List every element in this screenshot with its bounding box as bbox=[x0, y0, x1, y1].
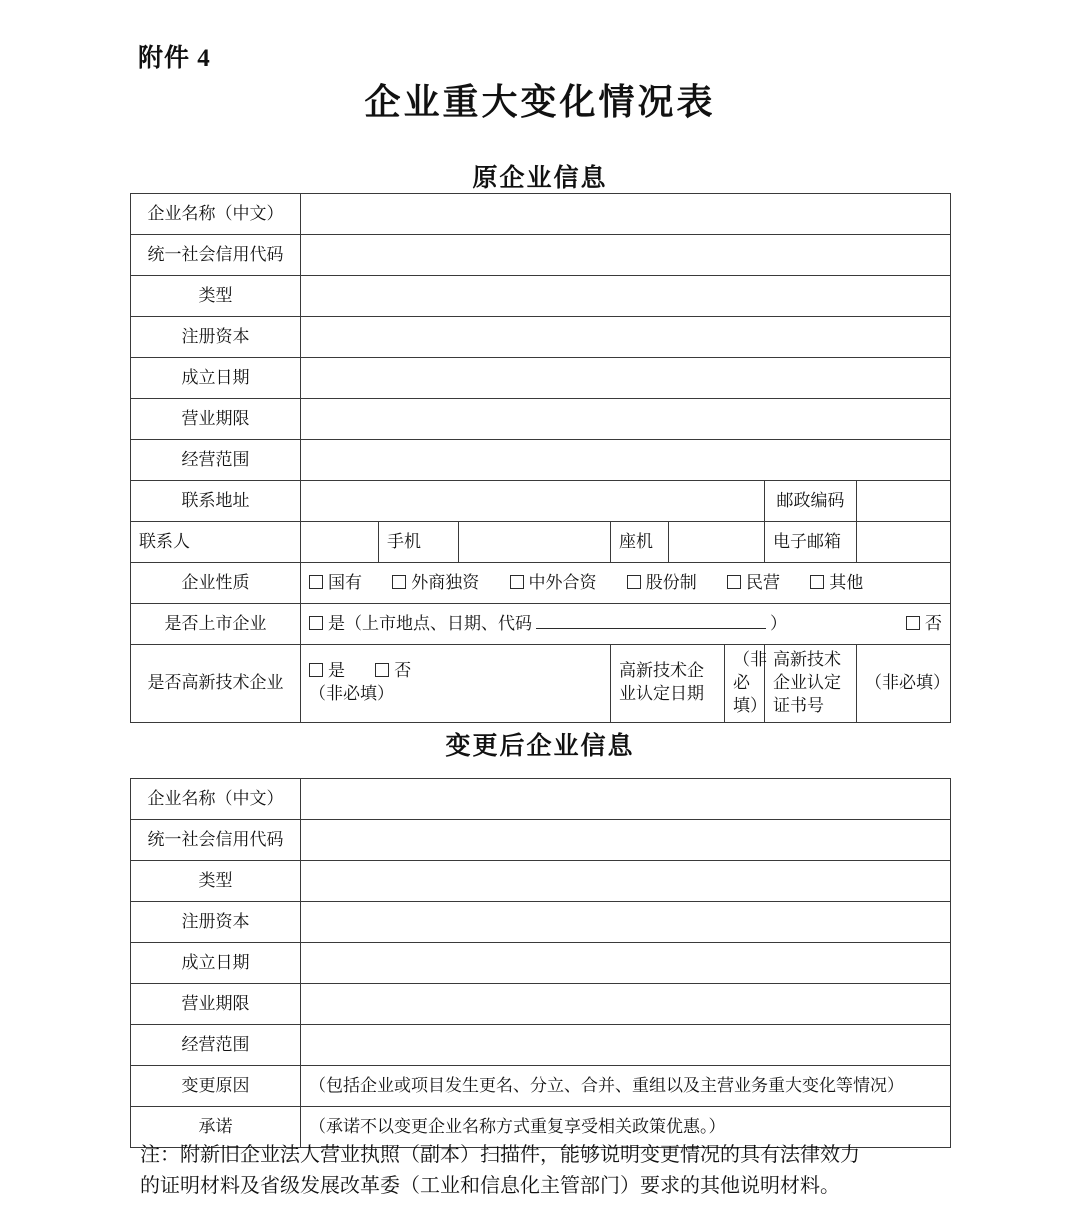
row-label: 注册资本 bbox=[131, 902, 301, 943]
checkbox-icon[interactable] bbox=[309, 575, 323, 589]
table-row bbox=[131, 1025, 951, 1066]
address-label: 联系地址 bbox=[131, 481, 301, 522]
checkbox-icon[interactable] bbox=[727, 575, 741, 589]
row-value[interactable] bbox=[301, 440, 951, 481]
row-label: 成立日期 bbox=[131, 943, 301, 984]
table-row-contact bbox=[131, 522, 951, 563]
table-row bbox=[131, 194, 951, 235]
table-row bbox=[131, 235, 951, 276]
address-value[interactable] bbox=[301, 481, 765, 522]
row-label: 变更原因 bbox=[131, 1066, 301, 1107]
row-label: 企业名称（中文） bbox=[131, 779, 301, 820]
checkbox-icon[interactable] bbox=[906, 616, 920, 630]
row-label: 企业名称（中文） bbox=[131, 194, 301, 235]
option-label: 否 bbox=[394, 661, 412, 681]
section-title-original: 原企业信息 bbox=[472, 165, 608, 192]
nature-option-state-owned[interactable] bbox=[309, 572, 362, 595]
option-label: 其他 bbox=[829, 572, 864, 592]
row-label: 承诺 bbox=[131, 1107, 301, 1148]
listed-yes-suffix: ） bbox=[770, 613, 787, 633]
option-label: 外商独资 bbox=[411, 572, 480, 592]
phone-value[interactable] bbox=[669, 522, 765, 563]
table-row-nature bbox=[131, 563, 951, 604]
footnote-line-2: 的证明材料及省级发展改革委（工业和信息化主管部门）要求的其他说明材料。 bbox=[140, 1175, 840, 1197]
nature-option-shareholding[interactable] bbox=[627, 572, 697, 595]
row-label: 营业期限 bbox=[131, 984, 301, 1025]
option-label: 是 bbox=[328, 661, 345, 681]
page-title: 企业重大变化情况表 bbox=[364, 82, 716, 122]
hightech-cert-no-value[interactable]: （非必填） bbox=[857, 645, 951, 723]
table-row bbox=[131, 276, 951, 317]
mobile-value[interactable] bbox=[459, 522, 611, 563]
contact-label: 联系人 bbox=[131, 522, 301, 563]
section-title-changed: 变更后企业信息 bbox=[445, 733, 635, 760]
hightech-label: 是否高新技术企业 bbox=[131, 645, 301, 723]
listed-yes-label: 是（上市地点、日期、代码 bbox=[328, 613, 532, 633]
listed-options bbox=[301, 604, 951, 645]
row-value[interactable] bbox=[301, 820, 951, 861]
checkbox-icon[interactable] bbox=[810, 575, 824, 589]
option-label: 中外合资 bbox=[528, 572, 597, 592]
row-label: 经营范围 bbox=[131, 1025, 301, 1066]
checkbox-icon[interactable] bbox=[392, 575, 406, 589]
footnote-line-1: 注：附新旧企业法人营业执照（副本）扫描件，能够说明变更情况的具有法律效力 bbox=[140, 1144, 860, 1166]
hightech-no-option[interactable] bbox=[375, 660, 411, 683]
row-value[interactable]: （包括企业或项目发生更名、分立、合并、重组以及主营业务重大变化等情况） bbox=[301, 1066, 951, 1107]
listed-no-label: 否 bbox=[925, 613, 942, 633]
nature-label: 企业性质 bbox=[131, 563, 301, 604]
hightech-cert-no-label: 高新技术企业认定证书号 bbox=[765, 645, 857, 723]
checkbox-icon[interactable] bbox=[309, 663, 323, 677]
row-value[interactable] bbox=[301, 984, 951, 1025]
row-value[interactable] bbox=[301, 276, 951, 317]
table-row bbox=[131, 1066, 951, 1107]
nature-option-private[interactable] bbox=[727, 572, 780, 595]
row-value[interactable] bbox=[301, 861, 951, 902]
row-value[interactable] bbox=[301, 1025, 951, 1066]
table-row bbox=[131, 902, 951, 943]
row-value[interactable] bbox=[301, 399, 951, 440]
table-row-address bbox=[131, 481, 951, 522]
listed-detail-input[interactable] bbox=[536, 613, 766, 629]
row-value[interactable] bbox=[301, 194, 951, 235]
row-label: 注册资本 bbox=[131, 317, 301, 358]
nature-option-joint-venture[interactable] bbox=[510, 572, 597, 595]
checkbox-icon[interactable] bbox=[510, 575, 524, 589]
table-row bbox=[131, 358, 951, 399]
mobile-label: 手机 bbox=[379, 522, 459, 563]
table-row bbox=[131, 984, 951, 1025]
row-value[interactable] bbox=[301, 943, 951, 984]
row-value[interactable]: （承诺不以变更企业名称方式重复享受相关政策优惠。） bbox=[301, 1107, 951, 1148]
table-row bbox=[131, 943, 951, 984]
nature-options bbox=[301, 563, 951, 604]
nature-option-other[interactable] bbox=[810, 572, 863, 595]
table-row bbox=[131, 317, 951, 358]
listed-label: 是否上市企业 bbox=[131, 604, 301, 645]
postcode-value[interactable] bbox=[857, 481, 951, 522]
checkbox-icon[interactable] bbox=[627, 575, 641, 589]
row-label: 经营范围 bbox=[131, 440, 301, 481]
footnote bbox=[140, 1140, 960, 1202]
row-value[interactable] bbox=[301, 779, 951, 820]
hightech-yes-option[interactable] bbox=[309, 660, 345, 683]
option-label: 民营 bbox=[746, 572, 780, 592]
table-row bbox=[131, 779, 951, 820]
checkbox-icon[interactable] bbox=[309, 616, 323, 630]
table-row-listed bbox=[131, 604, 951, 645]
hightech-cert-date-value[interactable]: （非必填） bbox=[725, 645, 765, 723]
row-value[interactable] bbox=[301, 235, 951, 276]
postcode-label: 邮政编码 bbox=[765, 481, 857, 522]
contact-name-value[interactable] bbox=[301, 522, 379, 563]
original-enterprise-info-table bbox=[130, 193, 951, 723]
table-row bbox=[131, 861, 951, 902]
row-label: 统一社会信用代码 bbox=[131, 235, 301, 276]
row-label: 成立日期 bbox=[131, 358, 301, 399]
option-label: 国有 bbox=[328, 572, 362, 592]
changed-enterprise-info-table bbox=[130, 778, 951, 1148]
listed-no-option[interactable] bbox=[906, 613, 942, 636]
table-row-hightech bbox=[131, 645, 951, 723]
listed-yes-option[interactable] bbox=[309, 613, 787, 636]
email-label: 电子邮箱 bbox=[765, 522, 857, 563]
row-label: 统一社会信用代码 bbox=[131, 820, 301, 861]
row-label: 营业期限 bbox=[131, 399, 301, 440]
row-value[interactable] bbox=[301, 902, 951, 943]
hightech-optional-note: （非必填） bbox=[309, 684, 394, 704]
row-value[interactable] bbox=[301, 317, 951, 358]
row-value[interactable] bbox=[301, 358, 951, 399]
table-row bbox=[131, 440, 951, 481]
row-label: 类型 bbox=[131, 861, 301, 902]
hightech-cert-date-label: 高新技术企业认定日期 bbox=[611, 645, 725, 723]
nature-option-foreign[interactable] bbox=[392, 572, 479, 595]
checkbox-icon[interactable] bbox=[375, 663, 389, 677]
table-row bbox=[131, 820, 951, 861]
row-label: 类型 bbox=[131, 276, 301, 317]
phone-label: 座机 bbox=[611, 522, 669, 563]
email-value[interactable] bbox=[857, 522, 951, 563]
attachment-label: 附件 4 bbox=[138, 45, 211, 72]
hightech-yesno bbox=[301, 645, 611, 723]
option-label: 股份制 bbox=[645, 572, 697, 592]
table-row bbox=[131, 399, 951, 440]
